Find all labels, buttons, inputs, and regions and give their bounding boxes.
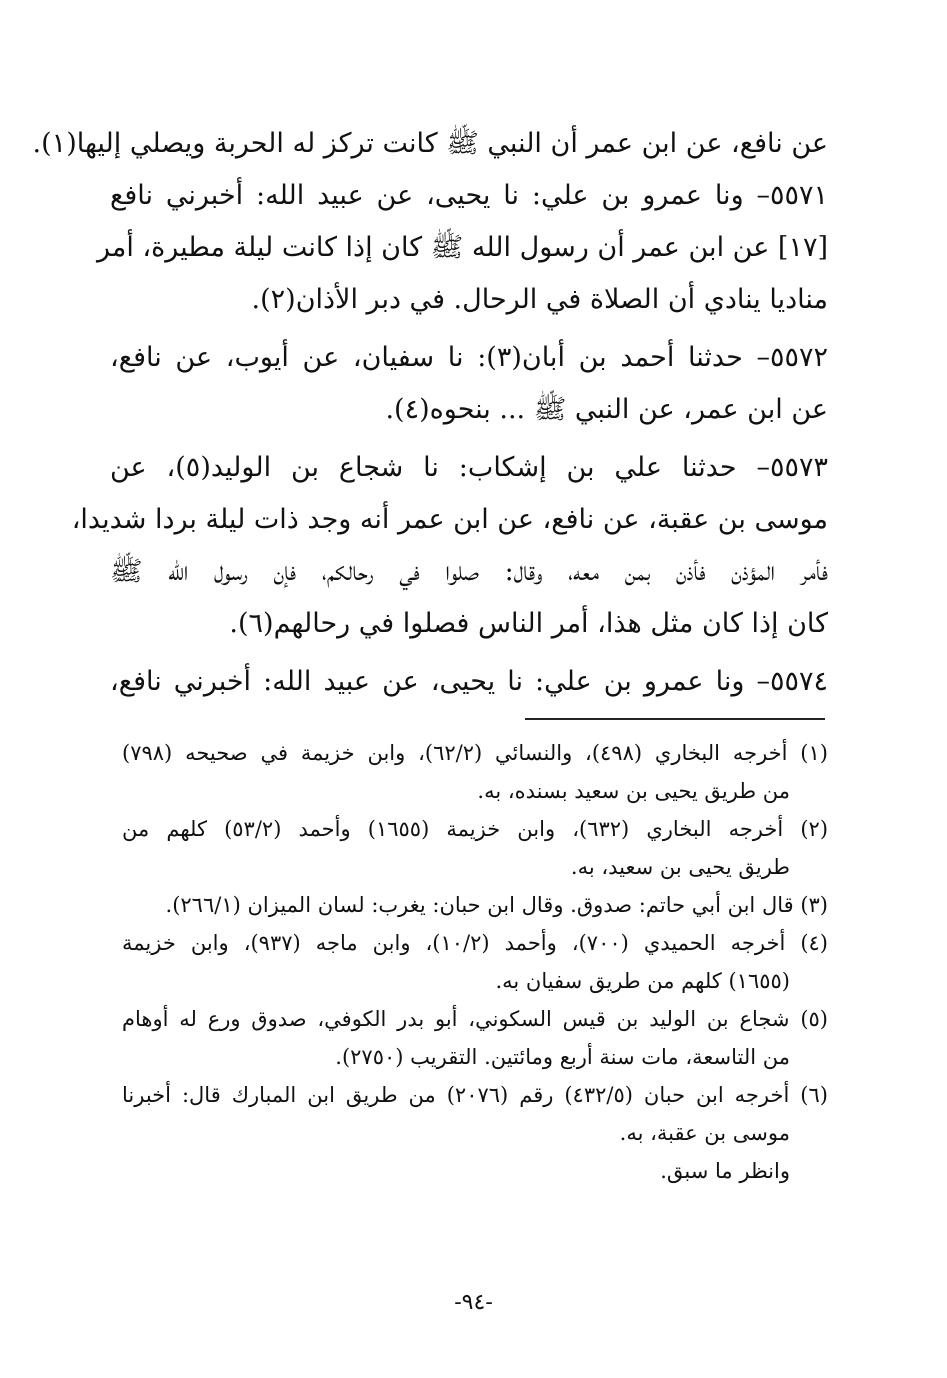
footnote-line: (٥) شجاع بن الوليد بن قيس السكوني، أبو بدر الكوفي، صدوق ورع له أوهام: [122, 1007, 828, 1031]
footnote-separator: [525, 718, 825, 720]
footnote-line: (١) أخرجه البخاري (٤٩٨)، والنسائي (٦٢/٢)، وابن خزيمة في صحيحه (٧٩٨): [122, 741, 828, 765]
hadith-5573-line-3: فأمر المؤذن فأذن بمن معه، وقال: صلوا في رحالكم، فإن رسول الله ﷺ: [110, 556, 828, 587]
footnote-line: (١٦٥٥) كلهم من طريق سفيان به.: [495, 969, 790, 993]
hadith-5571-line-3: مناديا ينادي أن الصلاة في الرحال. في دبر الأذان(٢).: [251, 284, 828, 315]
footnote-2: [122, 810, 828, 886]
hadith-5573-line-4: كان إذا كان مثل هذا، أمر الناس فصلوا في رحالهم(٦).: [229, 608, 828, 639]
footnotes: [122, 734, 828, 1190]
footnote-line: من طريق يحيى بن سعيد بسنده، به.: [477, 779, 790, 803]
footnote-line: من التاسعة، مات سنة أربع ومائتين. التقريب (٢٧٥٠).: [335, 1045, 790, 1069]
footnote-5: [122, 1000, 828, 1076]
footnote-line: (٣) قال ابن أبي حاتم: صدوق. وقال ابن حبان: يغرب: لسان الميزان (٢٦٦/١).: [165, 893, 828, 917]
hadith-5573-line-2: موسى بن عقبة، عن نافع، عن ابن عمر أنه وجد ذات ليلة بردا شديدا،: [71, 504, 828, 535]
page-number: -٩٤-: [454, 1290, 493, 1315]
hadith-5574-line-1: ٥٥٧٤– ونا عمرو بن علي: نا يحيى، عن عبيد الله: أخبرني نافع،: [110, 666, 828, 697]
footnote-line: وانظر ما سبق.: [660, 1159, 790, 1183]
hadith-5572-line-2: عن ابن عمر، عن النبي ﷺ ... بنحوه(٤).: [385, 394, 828, 425]
main-text: [32, 118, 828, 708]
footnote-line: (٦) أخرجه ابن حبان (٤٣٢/٥) رقم (٢٠٧٦) من طريق ابن المبارك قال: أخبرنا: [122, 1083, 828, 1107]
hadith-5573-line-1: ٥٥٧٣– حدثنا علي بن إشكاب: نا شجاع بن الوليد(٥)، عن: [110, 452, 828, 483]
footnote-6: [122, 1076, 828, 1190]
hadith-5571-line-2: [١٧] عن ابن عمر أن رسول الله ﷺ كان إذا كانت ليلة مطيرة، أمر: [96, 232, 828, 263]
text-line-1: عن نافع، عن ابن عمر أن النبي ﷺ كانت تركز له الحربة ويصلي إليها(١).: [32, 128, 828, 159]
footnote-1: [122, 734, 828, 810]
hadith-5572-line-1: ٥٥٧٢– حدثنا أحمد بن أبان(٣): نا سفيان، عن أيوب، عن نافع،: [110, 342, 828, 373]
hadith-5571-line-1: ٥٥٧١– ونا عمرو بن علي: نا يحيى، عن عبيد الله: أخبرني نافع: [110, 180, 828, 211]
footnote-4: [122, 924, 828, 1000]
footnote-3: [122, 886, 828, 924]
footnote-line: (٤) أخرجه الحميدي (٧٠٠)، وأحمد (١٠/٢)، وابن ماجه (٩٣٧)، وابن خزيمة: [122, 931, 828, 955]
footnote-line: موسى بن عقبة، به.: [619, 1121, 790, 1145]
footnote-line: طريق يحيى بن سعيد، به.: [570, 855, 790, 879]
footnote-line: (٢) أخرجه البخاري (٦٣٢)، وابن خزيمة (١٦٥٥) وأحمد (٥٣/٢) كلهم من: [122, 817, 829, 841]
